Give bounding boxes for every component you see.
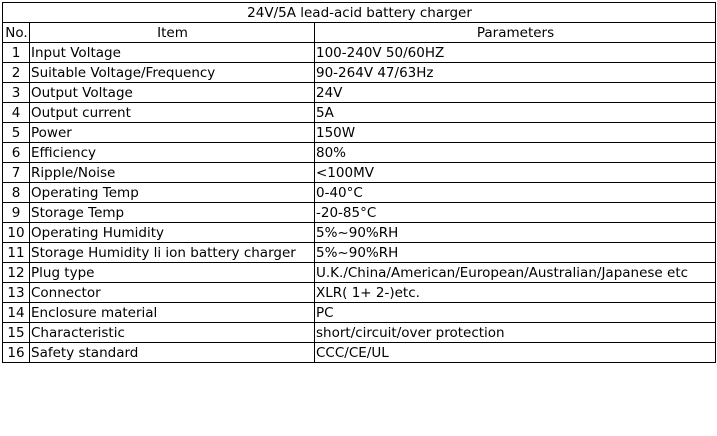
row-number: 15 — [3, 323, 30, 343]
table-row — [3, 103, 716, 123]
row-value: 5A — [315, 103, 716, 123]
table-row — [3, 83, 716, 103]
header-parameters: Parameters — [315, 23, 716, 43]
row-value: short/circuit/over protection — [315, 323, 716, 343]
row-item: Suitable Voltage/Frequency — [30, 63, 315, 83]
title-row — [3, 3, 716, 23]
row-item: Input Voltage — [30, 43, 315, 63]
table-row — [3, 163, 716, 183]
header-row — [3, 23, 716, 43]
row-item: Output current — [30, 103, 315, 123]
row-item: Ripple/Noise — [30, 163, 315, 183]
row-number: 6 — [3, 143, 30, 163]
row-value: 5%~90%RH — [315, 223, 716, 243]
table-row — [3, 323, 716, 343]
row-value: 5%~90%RH — [315, 243, 716, 263]
spec-table — [2, 2, 716, 363]
row-item: Efficiency — [30, 143, 315, 163]
header-no: No. — [3, 23, 30, 43]
row-number: 11 — [3, 243, 30, 263]
row-value: XLR( 1+ 2-)etc. — [315, 283, 716, 303]
row-value: PC — [315, 303, 716, 323]
row-number: 10 — [3, 223, 30, 243]
spec-table-body — [3, 43, 716, 363]
row-item: Storage Temp — [30, 203, 315, 223]
table-row — [3, 283, 716, 303]
row-value: 100-240V 50/60HZ — [315, 43, 716, 63]
row-number: 3 — [3, 83, 30, 103]
table-row — [3, 43, 716, 63]
row-value: 24V — [315, 83, 716, 103]
table-row — [3, 63, 716, 83]
table-row — [3, 143, 716, 163]
row-item: Storage Humidity li ion battery charger — [30, 243, 315, 263]
row-number: 8 — [3, 183, 30, 203]
row-item: Plug type — [30, 263, 315, 283]
row-value: 150W — [315, 123, 716, 143]
row-value: U.K./China/American/European/Australian/Japanese etc — [315, 263, 716, 283]
header-item: Item — [30, 23, 315, 43]
row-number: 2 — [3, 63, 30, 83]
row-value: CCC/CE/UL — [315, 343, 716, 363]
row-item: Operating Humidity — [30, 223, 315, 243]
table-row — [3, 343, 716, 363]
row-number: 12 — [3, 263, 30, 283]
row-number: 16 — [3, 343, 30, 363]
row-item: Output Voltage — [30, 83, 315, 103]
table-row — [3, 183, 716, 203]
row-number: 9 — [3, 203, 30, 223]
row-value: -20-85°C — [315, 203, 716, 223]
row-number: 7 — [3, 163, 30, 183]
table-row — [3, 223, 716, 243]
table-row — [3, 123, 716, 143]
row-value: 90-264V 47/63Hz — [315, 63, 716, 83]
row-item: Operating Temp — [30, 183, 315, 203]
row-value: 80% — [315, 143, 716, 163]
table-row — [3, 263, 716, 283]
row-number: 13 — [3, 283, 30, 303]
row-value: 0-40°C — [315, 183, 716, 203]
table-row — [3, 203, 716, 223]
row-item: Power — [30, 123, 315, 143]
row-number: 4 — [3, 103, 30, 123]
row-number: 5 — [3, 123, 30, 143]
row-number: 1 — [3, 43, 30, 63]
table-row — [3, 243, 716, 263]
row-item: Connector — [30, 283, 315, 303]
row-item: Safety standard — [30, 343, 315, 363]
table-row — [3, 303, 716, 323]
row-item: Enclosure material — [30, 303, 315, 323]
row-value: <100MV — [315, 163, 716, 183]
table-title: 24V/5A lead-acid battery charger — [3, 3, 716, 23]
row-number: 14 — [3, 303, 30, 323]
row-item: Characteristic — [30, 323, 315, 343]
